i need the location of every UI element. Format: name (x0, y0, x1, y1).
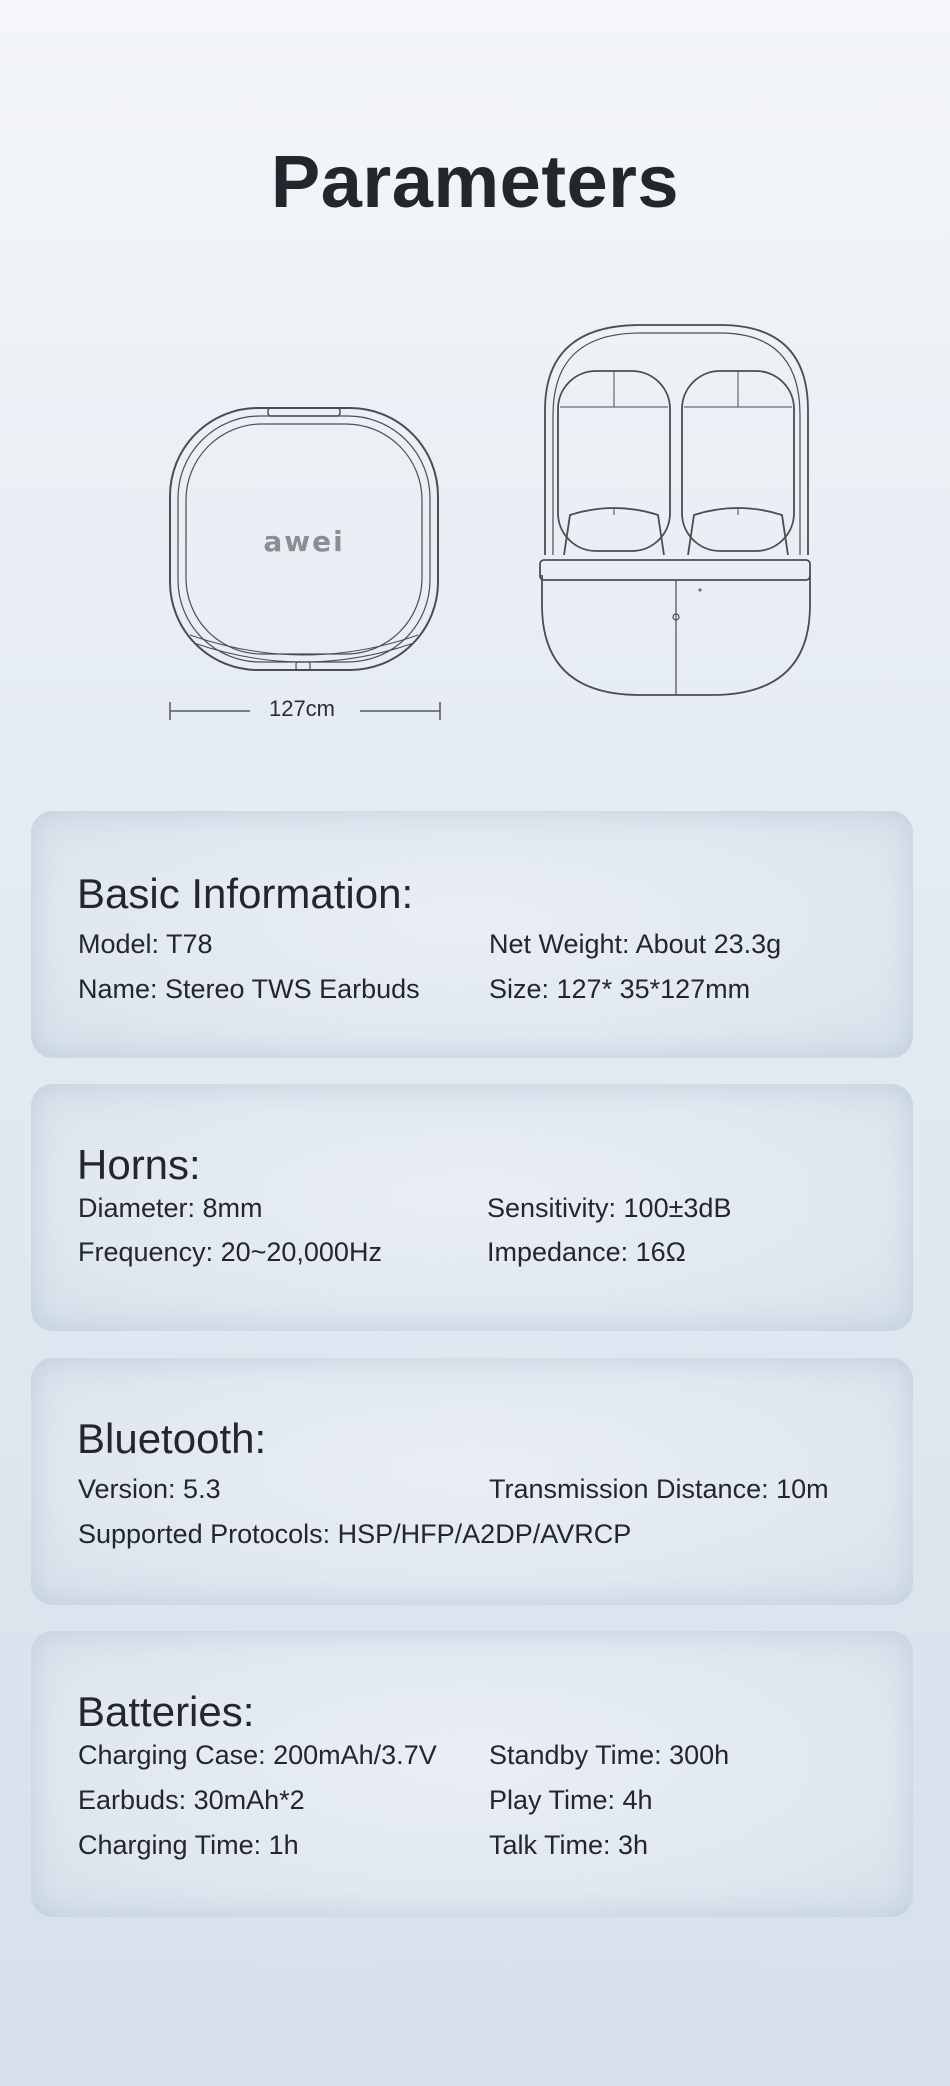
standby-time-text: Standby Time: 300h (489, 1740, 730, 1770)
name-text: Name: Stereo TWS Earbuds (78, 974, 420, 1004)
model-text: Model: T78 (78, 929, 213, 959)
transmission-distance-text: Transmission Distance: 10m (489, 1474, 829, 1504)
batteries-card (31, 1631, 913, 1917)
diameter-text: Diameter: 8mm (78, 1193, 263, 1223)
open-case-drawing (540, 325, 810, 695)
sensitivity-text: Sensitivity: 100±3dB (487, 1193, 732, 1223)
earbuds-text: Earbuds: 30mAh*2 (78, 1785, 305, 1815)
dimension-label: 127cm (268, 696, 336, 721)
bluetooth-card (31, 1358, 913, 1605)
impedance-text: Impedance: 16Ω (487, 1237, 686, 1267)
size-text: Size: 127* 35*127mm (489, 974, 751, 1004)
page-title: Parameters (270, 140, 680, 223)
basic-info-title: Basic Information: (77, 870, 414, 917)
product-illustration (0, 315, 950, 735)
net-weight-text: Net Weight: About 23.3g (489, 929, 782, 959)
protocols-text: Supported Protocols: HSP/HFP/A2DP/AVRCP (78, 1519, 632, 1549)
horns-title: Horns: (77, 1141, 201, 1188)
batteries-title: Batteries: (77, 1688, 255, 1735)
basic-info-card (31, 811, 913, 1058)
horns-card (31, 1084, 913, 1331)
play-time-text: Play Time: 4h (489, 1785, 653, 1815)
brand-logo: awei (263, 525, 345, 558)
charging-time-text: Charging Time: 1h (78, 1830, 299, 1860)
frequency-text: Frequency: 20~20,000Hz (78, 1237, 382, 1267)
version-text: Version: 5.3 (78, 1474, 221, 1504)
talk-time-text: Talk Time: 3h (489, 1830, 649, 1860)
bluetooth-title: Bluetooth: (77, 1415, 267, 1462)
charging-case-text: Charging Case: 200mAh/3.7V (78, 1740, 437, 1770)
